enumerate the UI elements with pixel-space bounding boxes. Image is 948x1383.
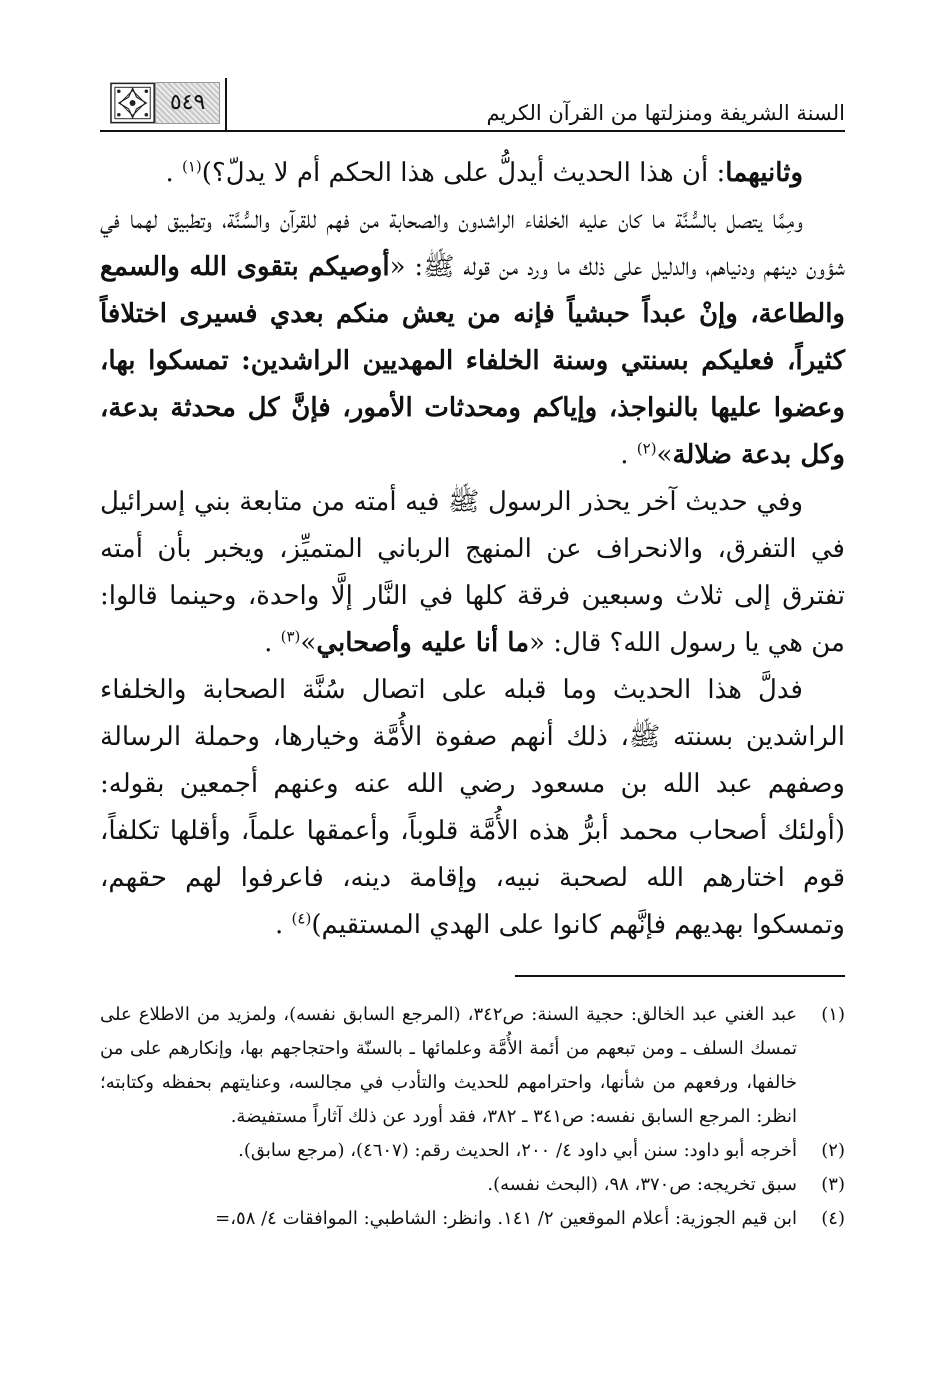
page-header (100, 72, 845, 132)
footnote-ref[interactable]: (٤) (291, 909, 312, 928)
footnotes (100, 998, 845, 1236)
footnote-number: (٤) (821, 1208, 845, 1229)
paragraph-3: وفي حديث آخر يحذر الرسول ﷺ فيه أمته من متابعة بني إسرائيل في التفرق، والانحراف عن المنهج الرباني المتميِّز، ويخبر بأن أمته تفترق إلى ثلاث وسبعين فرقة كلها في النَّار إلَّا واحدة، وحينما قالوا: من هي يا رسول الله؟ قال: «ما أنا عليه وأصحابي»$^{(٣)}$ . (100, 487, 845, 658)
footnote-number: (١) (821, 1004, 845, 1025)
paragraph-2: ومِمَّا يتصل بالسُّنَّة ما كان عليه الخلفاء الراشدون والصحابة من فهم للقرآن والسُّنَّة، وتطبيق لهما في شؤون دينهم ودنياهم، والدليل على ذلك ما ورد من قوله ﷺ: «أوصيكم بتقوى الله والسمع والطاعة، وإنْ عبداً حبشياً فإنه من يعش منكم بعدي فسيرى اختلافاً كثيراً، فعليكم بسنتي وسنة الخلفاء المهديين الراشدين: تمسكوا بها، وعضوا عليها بالنواجذ، وإياكم ومحدثات الأمور، فإنَّ كل محدثة بدعة، وكل بدعة ضلالة»$^{(٢)}$ . (100, 205, 845, 470)
geometric-ornament-icon (110, 82, 155, 124)
footnote-text: أخرجه أبو داود: سنن أبي داود ٤/ ٢٠٠، الحديث رقم: (٤٦٠٧)، (مرجع سابق). (238, 1140, 797, 1161)
footnote-ref[interactable]: (٣) (280, 627, 301, 646)
hadith-quote: ما أنا عليه وأصحابي (316, 628, 530, 658)
footnote-text: ابن قيم الجوزية: أعلام الموقعين ٢/ ١٤١. وانظر: الشاطبي: الموافقات ٤/ ٥٨،= (215, 1208, 797, 1229)
paragraph-text: وفي حديث آخر يحذر الرسول ﷺ فيه أمته من متابعة بني إسرائيل في التفرق، والانحراف عن المنهج الرباني المتميِّز، ويخبر بأن أمته تفترق إلى ثلاث وسبعين فرقة كلها في النَّار إلَّا واحدة، وحينما قالوا: من هي يا رسول الله؟ قال: « (100, 487, 845, 658)
footnote-ref[interactable]: (٢) (636, 439, 657, 458)
footnote (100, 1168, 845, 1202)
footnote-number: (٣) (821, 1174, 845, 1195)
header-rule (100, 130, 845, 132)
page-number: ٥٤٩ (155, 82, 220, 124)
footnote-text: عبد الغني عبد الخالق: حجية السنة: ص٣٤٢، (المرجع السابق نفسه)، ولمزيد من الاطلاع على تمسك السلف ـ ومن تبعهم من أئمة الأُمَّة وعلمائها ـ بالسنّة واحتجاجهم بها، وإنكارهم على من خالفها، ورفعهم من شأنها، واحترامهم للحديث والتأدب في مجالسه، وعنايتهم بحفظه وكتابته؛ انظر: المرجع السابق نفسه: ص٣٤١ ـ ٣٨٢، فقد أورد عن ذلك آثاراً مستفيضة. (100, 1004, 797, 1127)
footnote-number: (٢) (821, 1140, 845, 1161)
page-number-box (108, 82, 220, 124)
hadith-quote: أوصيكم بتقوى الله والسمع والطاعة، وإنْ عبداً حبشياً فإنه من يعش منكم بعدي فسيرى اختلافاً كثيراً، فعليكم بسنتي وسنة الخلفاء المهديين الراشدين: تمسكوا بها، وعضوا عليها بالنواجذ، وإياكم ومحدثات الأمور، فإنَّ كل محدثة بدعة، وكل بدعة ضلالة (100, 252, 845, 470)
paragraph-text: فدلَّ هذا الحديث وما قبله على اتصال سُنَّة الصحابة والخلفاء الراشدين بسنته ﷺ، ذلك أنهم صفوة الأُمَّة وخيارها، وحملة الرسالة وصفهم عبد الله بن مسعود رضي الله عنه وعنهم أجمعين بقوله: (أولئك أصحاب محمد أبرُّ هذه الأُمَّة قلوباً، وأعمقها علماً، وأقلها تكلفاً، قوم اختارهم الله لصحبة نبيه، وإقامة دينه، فاعرفوا لهم حقهم، وتمسكوا بهديهم فإنَّهم كانوا على الهدي المستقيم) (100, 675, 845, 940)
footnote (100, 1134, 845, 1168)
footnote-text: سبق تخريجه: ص٣٧٠، ٩٨، (البحث نفسه). (487, 1174, 797, 1195)
footnote-ref[interactable]: (١) (182, 157, 202, 176)
footnote (100, 1202, 845, 1236)
paragraph-1: وثانيهما: أن هذا الحديث أيدلُّ على هذا الحكم أم لا يدلّ؟)$^{(١)}$ . (165, 157, 803, 188)
paragraph-text: : أن هذا الحديث أيدلُّ على هذا الحكم أم لا يدلّ؟) (201, 158, 726, 188)
footnote-separator (515, 975, 845, 977)
running-title: السنة الشريفة ومنزلتها من القرآن الكريم (486, 100, 845, 125)
header-divider (225, 78, 227, 132)
paragraph-text: ومِمَّا يتصل بالسُّنَّة ما كان عليه الخلفاء الراشدون والصحابة من فهم للقرآن والسُّنَّة، وتطبيق لهما في شؤون دينهم ودنياهم، والدليل على ذلك ما ورد من قوله ﷺ: « (100, 205, 845, 282)
main-text (100, 150, 845, 949)
bold-lead-word: وثانيهما (725, 158, 803, 188)
paragraph-4: فدلَّ هذا الحديث وما قبله على اتصال سُنَّة الصحابة والخلفاء الراشدين بسنته ﷺ، ذلك أنهم صفوة الأُمَّة وخيارها، وحملة الرسالة وصفهم عبد الله بن مسعود رضي الله عنه وعنهم أجمعين بقوله: (أولئك أصحاب محمد أبرُّ هذه الأُمَّة قلوباً، وأعمقها علماً، وأقلها تكلفاً، قوم اختارهم الله لصحبة نبيه، وإقامة دينه، فاعرفوا لهم حقهم، وتمسكوا بهديهم فإنَّهم كانوا على الهدي المستقيم)$^{(٤)}$ . (100, 675, 845, 940)
footnote (100, 998, 845, 1134)
